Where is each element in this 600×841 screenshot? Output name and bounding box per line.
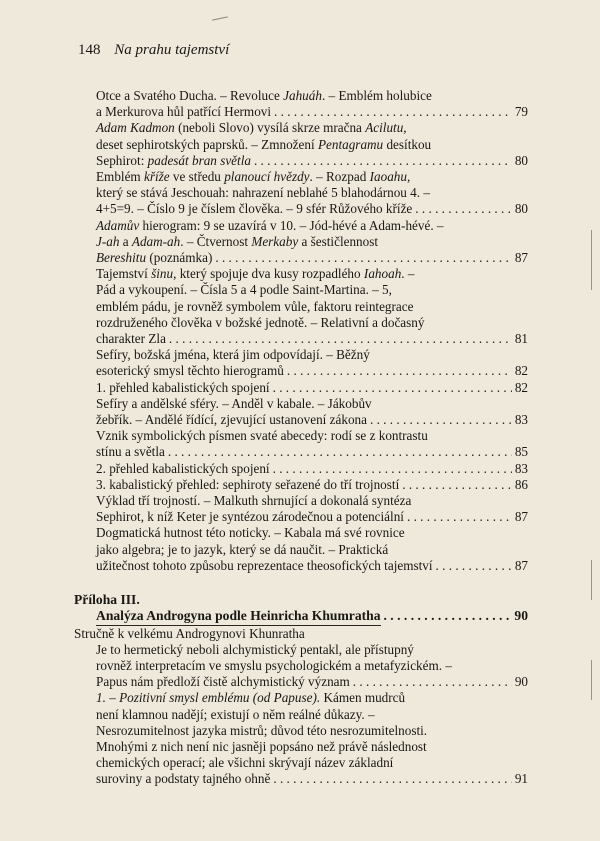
toc-line: Emblém kříže ve středu planoucí hvězdy. – Rozpad Iaoahu, (96, 169, 411, 185)
page-ref: 90 (514, 608, 528, 624)
scan-edge-mark (591, 660, 592, 700)
toc-line: jako algebra; je to jazyk, který se dá naučit. – Praktická (96, 541, 389, 557)
toc-line: charakter Zla . . . 81 (74, 331, 528, 347)
toc-entry (74, 642, 528, 691)
toc-entry (74, 396, 528, 428)
toc-entry (74, 380, 528, 396)
toc-entry (74, 218, 528, 267)
toc-line: Otce a Svatého Ducha. – Revoluce Jahuáh. – Emblém holubice (96, 88, 432, 103)
toc-line: 1. přehled kabalistických spojení . . . 82 (74, 380, 528, 396)
table-of-contents (74, 88, 528, 788)
page-number: 148 (78, 42, 101, 58)
page-ref: 79 (514, 104, 528, 120)
toc-entry (74, 525, 528, 574)
page-ref: 83 (514, 412, 528, 428)
page-ref: 90 (514, 674, 528, 690)
toc-line: esoterický smysl těchto hierogramů . . . 82 (74, 363, 528, 379)
toc-line: a Merkurova hůl patřící Hermovi . . . 79 (74, 104, 528, 120)
toc-line: 2. přehled kabalistických spojení . . . 83 (74, 461, 528, 477)
page-header (78, 42, 229, 59)
toc-line: užitečnost tohoto způsobu reprezentace theosofických tajemství . . . 87 (74, 558, 528, 574)
toc-line: Sephirot, k níž Keter je syntézou zárodečnou a potenciální . . . 87 (74, 509, 528, 525)
page-ref: 85 (514, 444, 528, 460)
page-ref: 82 (514, 363, 528, 379)
toc-line: Tajemství šinu, který spojuje dva kusy rozpadlého Iahoah. – (96, 266, 415, 282)
toc-line: 3. kabalistický přehled: sephiroty seřazené do tří trojností . . . 86 (74, 477, 528, 493)
toc-entry (74, 88, 528, 120)
page-ref: 80 (514, 152, 528, 168)
toc-line: Je to hermetický neboli alchymistický pentakl, ale přístupný (96, 641, 414, 657)
running-title: Na prahu tajemství (114, 42, 230, 58)
toc-entry (74, 461, 528, 477)
scan-edge-mark (591, 230, 592, 290)
appendix-title: Analýza Androgyna podle Heinricha Khumratha . . . 90 (74, 608, 528, 625)
toc-entry (74, 120, 528, 169)
page-ref: 87 (514, 509, 528, 525)
toc-line: není klamnou nadějí; existují o něm reálné důkazy. – (96, 706, 375, 722)
toc-entry (74, 266, 528, 347)
scan-edge-mark (591, 560, 592, 600)
toc-line: Sefíry a andělské sféry. – Anděl v kabale. – Jákobův (96, 395, 372, 411)
toc-entry (74, 169, 528, 218)
toc-line: žebřík. – Andělé řídící, zjevující ustanovení zákona . . . 83 (74, 412, 528, 428)
toc-entry (74, 477, 528, 493)
toc-line: rovněž interpretacím ve smyslu psychologickém a metafyzickém. – (96, 657, 452, 673)
toc-line: chemických operací; ale všichni skrývají název základní (96, 755, 394, 771)
toc-line: emblém pádu, je rovněž symbolem vůle, faktoru reintegrace (96, 298, 414, 314)
toc-line: Mnohými z nich není nic jasněji popsáno než právě následnost (96, 738, 427, 754)
toc-entry (74, 690, 528, 787)
toc-entry (74, 347, 528, 379)
toc-line: Bereshitu (poznámka) . . . 87 (74, 250, 528, 266)
page-ref: 87 (514, 557, 528, 573)
toc-line: deset sephirotských paprsků. – Zmnožení Pentagramu desítkou (96, 136, 432, 152)
toc-line: Adam Kadmon (neboli Slovo) vysílá skrze mračna Acilutu, (96, 120, 407, 136)
toc-entry (74, 428, 528, 460)
toc-entry (74, 493, 528, 525)
toc-line: Sephirot: padesát bran světla . . . 80 (74, 153, 528, 169)
page-ref: 91 (514, 771, 528, 787)
toc-line: Papus nám předloží čistě alchymistický význam . . . 90 (74, 674, 528, 690)
appendix-subtitle: Stručně k velkému Androgynovi Khunratha (74, 625, 305, 641)
page-ref: 80 (514, 201, 528, 217)
toc-line: Výklad tří trojností. – Malkuth shrnující a dokonalá syntéza (96, 493, 412, 509)
page-ref: 83 (514, 460, 528, 476)
page-ref: 87 (514, 250, 528, 266)
toc-line: rozdruženého člověka v božské jednotě. – Relativní a dočasný (96, 314, 425, 330)
toc-line: Pád a vykoupení. – Čísla 5 a 4 podle Saint-Martina. – 5, (96, 282, 392, 298)
page-ref: 81 (514, 331, 528, 347)
toc-line: J-ah a Adam-ah. – Čtvernost Merkaby a šestičlennost (96, 233, 379, 249)
toc-line: 1. – Pozitivní smysl emblému (od Papuse). Kámen mudrců (96, 690, 406, 706)
toc-line: Vznik symbolických písmen svaté abecedy: rodí se z kontrastu (96, 428, 428, 444)
toc-line: Nesrozumitelnost jazyka mistrů; důvod této nesrozumitelnosti. (96, 722, 428, 738)
scan-mark (212, 16, 228, 20)
toc-line: Adamův hierogram: 9 se uzavírá v 10. – Jód-hévé a Adam-hévé. – (96, 217, 444, 233)
page-ref: 82 (514, 379, 528, 395)
toc-line: suroviny a podstaty tajného ohně . . . 91 (74, 771, 528, 787)
toc-line: 4+5=9. – Číslo 9 je číslem člověka. – 9 sfér Růžového kříže . . . 80 (74, 201, 528, 217)
toc-line: stínu a světla . . . 85 (74, 444, 528, 460)
page-ref: 86 (514, 476, 528, 492)
toc-line: který se stává Jeschouah: nahrazení neblahé 5 blahodárnou 4. – (96, 185, 430, 201)
toc-line: Dogmatická hutnost této noticky. – Kabala má své rovnice (96, 525, 405, 541)
appendix-heading: Příloha III. (74, 592, 140, 608)
toc-line: Sefíry, božská jména, která jim odpovídají. – Běžný (96, 347, 370, 363)
